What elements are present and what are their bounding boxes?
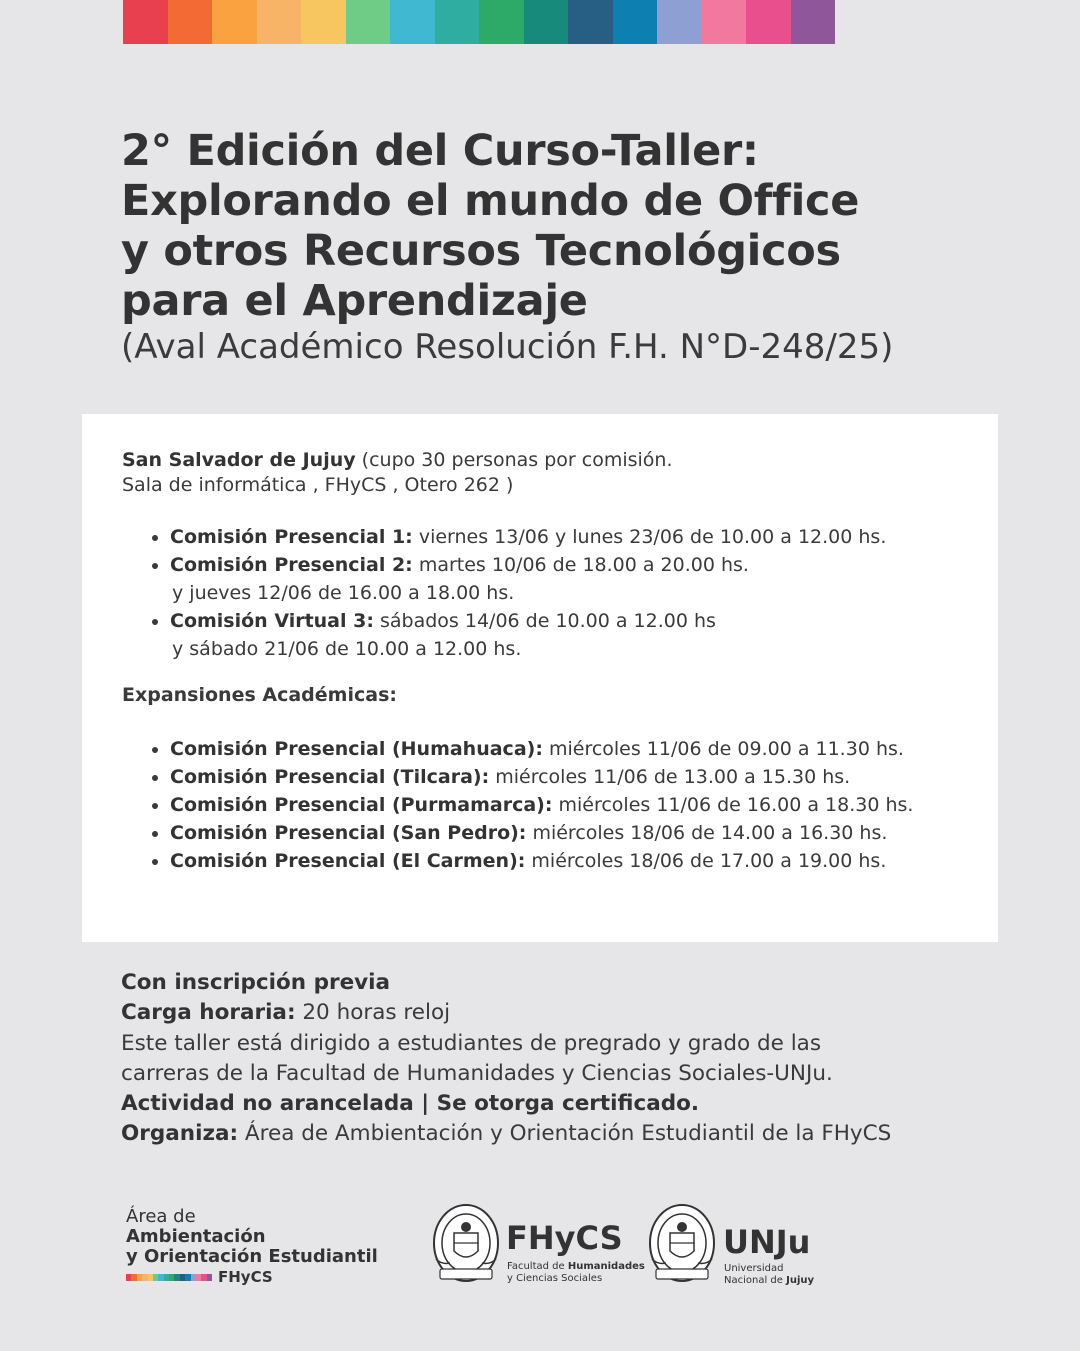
title-line: para el Aprendizaje [121,276,588,326]
unju-sub-text: Nacional de [724,1275,787,1286]
list-item [170,763,990,791]
stripe-segment [746,0,791,44]
location-name: San Salvador de Jujuy [122,449,356,471]
unju-sub-text: Universidad [724,1263,784,1274]
title-line: Explorando el mundo de Office [121,176,860,226]
commission-label: Comisión Presencial 2: [170,554,413,576]
commission-schedule: miércoles 18/06 de 17.00 a 19.00 hs. [525,850,887,872]
organizer-label: Organiza: [121,1121,239,1147]
page-title [121,126,1021,326]
stripe-segment [346,0,391,44]
list-item [170,819,990,847]
stripe-segment [301,0,346,44]
commission-label: Comisión Presencial 1: [170,526,413,548]
area-logo-line: Área de [126,1206,196,1227]
stripe-segment [524,0,569,44]
course-info [121,968,1021,1150]
organizer-value: Área de Ambientación y Orientación Estudiantil de la FHyCS [238,1121,892,1147]
fhycs-sub-text: Facultad de [507,1261,568,1272]
hours-label: Carga horaria: [121,1000,296,1026]
commission-label: Comisión Presencial (Purmamarca): [170,794,553,816]
stripe-segment [435,0,480,44]
stripe-segment [390,0,435,44]
hours-value: 20 horas reloj [295,1000,451,1026]
list-item [170,735,990,763]
commission-label: Comisión Presencial (San Pedro): [170,822,527,844]
unju-subtitle [724,1263,814,1287]
unju-wordmark: UNJu [723,1223,811,1261]
fhycs-sub-text: y Ciencias Sociales [507,1273,603,1284]
commission-schedule: miércoles 18/06 de 14.00 a 16.30 hs. [526,822,888,844]
list-item [170,607,990,663]
area-logo-org: FHyCS [218,1268,273,1286]
university-seal-icon [432,1203,500,1289]
commission-label: Comisión Presencial (Humahuaca): [170,738,543,760]
location-address: Sala de informática , FHyCS , Otero 262 ) [122,474,514,496]
commission-schedule: miércoles 11/06 de 13.00 a 15.30 hs. [489,766,851,788]
title-line: y otros Recursos Tecnológicos [121,226,841,276]
stripe-segment [168,0,213,44]
commission-schedule: miércoles 11/06 de 09.00 a 11.30 hs. [542,738,904,760]
registration-note: Con inscripción previa [121,970,391,995]
stripe-segment [702,0,747,44]
stripe-segment [479,0,524,44]
area-logo-line: Ambientación [126,1226,266,1247]
schedule-card [82,414,998,942]
stripe-segment [568,0,613,44]
stripe-segment [257,0,302,44]
location-block [122,448,942,498]
audience-line: Este taller está dirigido a estudiantes de pregrado y grado de las [121,1030,822,1056]
area-logo [126,1207,378,1287]
unju-sub-bold: Jujuy [786,1275,815,1286]
expansions-heading: Expansiones Académicas: [122,684,397,706]
stripe-segment [212,0,257,44]
commission-label: Comisión Virtual 3: [170,610,374,632]
commissions-list [122,523,990,663]
area-logo-line: y Orientación Estudiantil [126,1246,378,1267]
audience-line: carreras de la Facultad de Humanidades y Ciencias Sociales-UNJu. [121,1060,833,1086]
stripe-segment [791,0,836,44]
color-stripe [123,0,835,44]
commission-schedule-cont: y jueves 12/06 de 16.00 a 18.00 hs. [172,582,515,604]
title-line: 2° Edición del Curso-Taller: [121,126,759,176]
commission-schedule: sábados 14/06 de 10.00 a 12.00 hs [373,610,716,632]
footer-logos [0,1195,1080,1295]
commission-schedule: miércoles 11/06 de 16.00 a 18.30 hs. [552,794,914,816]
commission-label: Comisión Presencial (Tilcara): [170,766,490,788]
area-logo-color-bar [126,1274,212,1281]
university-seal-icon [648,1203,716,1289]
commission-label: Comisión Presencial (El Carmen): [170,850,526,872]
commission-schedule: viernes 13/06 y lunes 23/06 de 10.00 a 12.00 hs. [412,526,887,548]
fhycs-subtitle [507,1261,645,1285]
location-capacity: (cupo 30 personas por comisión. [355,449,673,471]
list-item [170,791,990,819]
list-item [170,551,990,607]
commission-schedule: martes 10/06 de 18.00 a 20.00 hs. [412,554,749,576]
stripe-segment [207,1274,212,1281]
commission-schedule-cont: y sábado 21/06 de 10.00 a 12.00 hs. [172,638,522,660]
page-subtitle: (Aval Académico Resolución F.H. N°D-248/25) [121,327,894,367]
free-certificate-note: Actividad no arancelada | Se otorga certificado. [121,1091,700,1117]
list-item [170,847,990,875]
fhycs-sub-bold: Humanidades [567,1261,645,1272]
expansions-list [122,735,990,875]
list-item [170,523,990,551]
fhycs-wordmark: FHyCS [506,1219,623,1257]
stripe-segment [657,0,702,44]
stripe-segment [613,0,658,44]
stripe-segment [123,0,168,44]
